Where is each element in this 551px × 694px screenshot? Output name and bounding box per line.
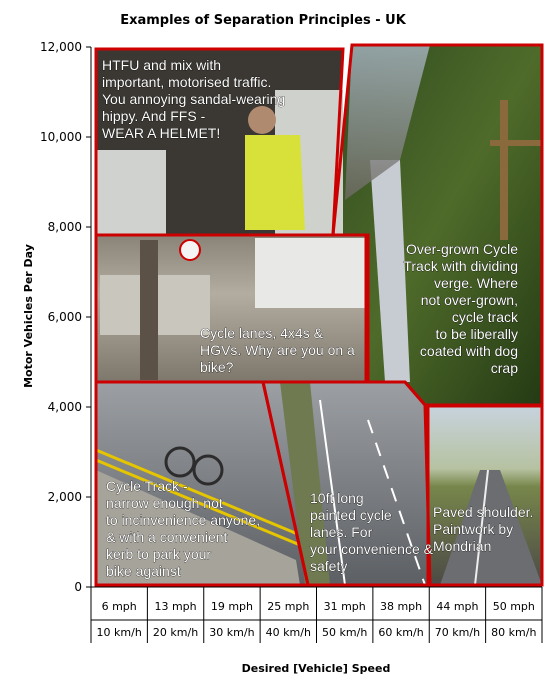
x-tick-mph: 13 mph — [154, 600, 197, 613]
x-tick-mph: 25 mph — [267, 600, 310, 613]
region-shoulder — [428, 406, 542, 585]
y-tick-label: 2,000 — [47, 490, 82, 504]
y-tick-label: 6,000 — [47, 310, 82, 324]
x-axis-label: Desired [Vehicle] Speed — [241, 662, 391, 675]
y-tick-label: 8,000 — [47, 220, 82, 234]
chart-title: Examples of Separation Principles - UK — [120, 13, 406, 28]
x-tick-mph: 31 mph — [323, 600, 366, 613]
caption-shoulder: Paved shoulder. Paintwork by Mondrian — [433, 504, 534, 554]
y-tick-label: 10,000 — [40, 130, 82, 144]
x-tick-mph: 44 mph — [436, 600, 479, 613]
x-category-table — [91, 587, 542, 643]
x-tick-kmh: 70 km/h — [434, 626, 481, 639]
y-tick-label: 4,000 — [47, 400, 82, 414]
caption-track: Cycle Track -narrow enough not to incinvenience anyone, & with a convenient kerb to park your bike against — [106, 478, 261, 579]
y-axis-label: Motor Vehicles Per Day — [22, 244, 35, 388]
x-tick-mph: 38 mph — [379, 600, 423, 613]
x-tick-mph: 50 mph — [492, 600, 535, 613]
x-tick-kmh: 30 km/h — [209, 626, 255, 639]
caption-lanes: Cycle lanes, 4x4s & HGVs. Why are you on a bike? — [200, 325, 355, 375]
x-tick-kmh: 80 km/h — [491, 626, 537, 639]
caption-painted: 10ft long painted cycle lanes. For your convenience & safety — [310, 490, 433, 574]
x-tick-kmh: 10 km/h — [96, 626, 142, 639]
x-tick-kmh: 40 km/h — [265, 626, 311, 639]
y-tick-label: 0 — [74, 580, 82, 594]
x-tick-kmh: 50 km/h — [322, 626, 368, 639]
caption-mix: HTFU and mix with important, motorised traffic. You annoying sandal-wearing hippy. And FFS -WEAR A HELMET! — [102, 57, 286, 141]
x-tick-mph: 19 mph — [210, 600, 254, 613]
y-ticks — [40, 40, 91, 594]
caption-verge: Over-grown Cycle Track with dividing verge. Where not over-grown, cycle track to be liberally coated with dog crap — [403, 241, 518, 376]
y-tick-label: 12,000 — [40, 40, 82, 54]
x-tick-mph: 6 mph — [101, 600, 137, 613]
x-tick-kmh: 60 km/h — [378, 626, 424, 639]
x-tick-kmh: 20 km/h — [152, 626, 199, 639]
